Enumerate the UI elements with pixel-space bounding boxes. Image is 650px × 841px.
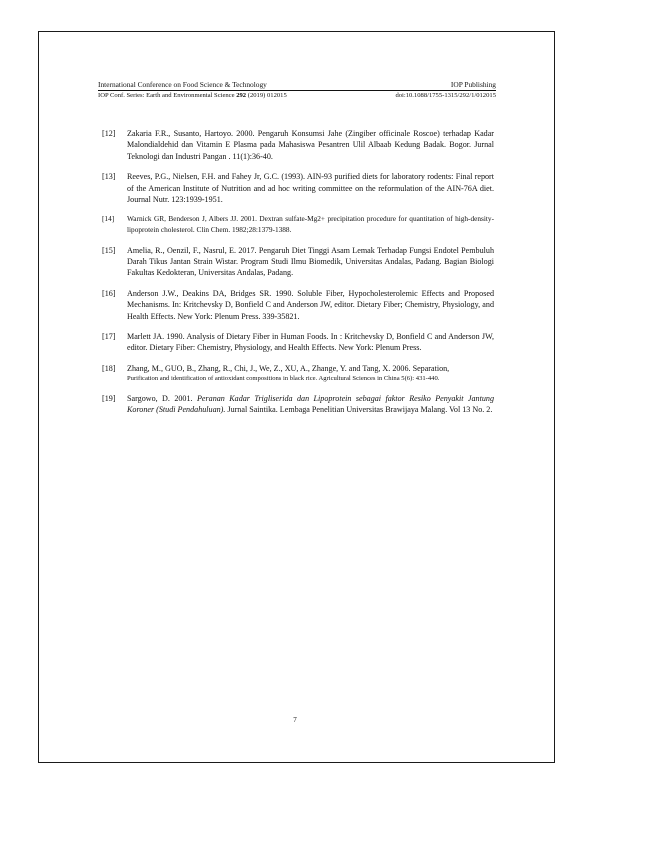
reference-item (102, 214, 494, 235)
series-citation: IOP Conf. Series: Earth and Environmental Science 292 (2019) 012015 (98, 92, 287, 99)
reference-text: Amelia, R., Oenzil, F., Nasrul, E. 2017. Pengaruh Diet Tinggi Asam Lemak Terhadap Fungsi Endotel Pembuluh Darah Tikus Jantan Strain Wistar. Program Studi Ilmu Biomedik, Universitas Andalas, Padang. Bagian Biologi Fakultas Kedokteran, Universitas Andalas, Padang. (127, 245, 494, 278)
page-number: 7 (293, 716, 297, 724)
reference-number: [16] (102, 288, 116, 298)
reference-authors: Sargowo, D. 2001. (127, 393, 197, 403)
reference-title: Peranan Kadar Trigliserida dan Lipoprotein sebagai faktor Resiko Penyakit Jantung Koroner (Studi Pendahuluan). (127, 393, 494, 415)
reference-number: [13] (102, 172, 116, 182)
reference-text: Anderson J.W., Deakins DA, Bridges SR. 1990. Soluble Fiber, Hypocholesterolemic Effects and Proposed Mechanisms. In: Kritchevsky D, Bonfield C and Anderson JW, editor. Dietary Fiber; Chemistry, Physiology, and Health Effects. New York: Plenum Press. 339-35821. (127, 288, 494, 321)
reference-list (102, 128, 494, 425)
reference-text: Zakaria F.R., Susanto, Hartoyo. 2000. Pengaruh Konsumsi Jahe (Zingiber officinale Roscoe) terhadap Kadar Malondialdehid dan Vitamin E Plasma pada Mahasiswa Pesantren Ulil Albaab Kedung Badak. Bogor. Jurnal Teknologi dan Industri Pangan . 11(1):36-40. (127, 129, 494, 161)
reference-number: [15] (102, 245, 116, 255)
reference-item (102, 331, 494, 354)
conference-name: International Conference on Food Science & Technology (98, 80, 267, 89)
reference-source: Jurnal Saintika. Lembaga Penelitian Universitas Brawijaya Malang. Vol 13 No. 2. (225, 405, 493, 415)
reference-line-small: Purification and identification of antioxidant compositions in black rice. Agricultural Sciences in China 5(6): 431-440. (127, 375, 440, 383)
reference-text: Marlett JA. 1990. Analysis of Dietary Fiber in Human Foods. In : Kritchevsky D, Bonfield C and Anderson JW, editor. Dietary Fiber: Chemistry, Physiology, and Health Effects. New York: Plenum Press. (127, 332, 494, 353)
doi[interactable]: doi:10.1088/1755-1315/292/1/012015 (395, 92, 496, 99)
reference-line: Zhang, M., GUO, B., Zhang, R., Chi, J., We, Z., XU, A., Zhange, Y. and Tang, X. 2006. Separation, (127, 363, 450, 373)
reference-item (102, 128, 494, 162)
reference-text (127, 363, 494, 384)
reference-item (102, 288, 494, 322)
reference-text: Warnick GR, Benderson J, Albers JJ. 2001. Dextran sulfate-Mg2+ precipitation procedure for quantitation of high-density-lipoprotein cholesterol. Clin Chem. 1982;28:1379-1388. (127, 214, 494, 235)
reference-item (102, 393, 494, 416)
reference-number: [12] (102, 129, 116, 138)
reference-number: [19] (102, 393, 116, 403)
publisher-name: IOP Publishing (450, 80, 496, 89)
reference-item (102, 245, 494, 279)
reference-item (102, 363, 494, 384)
reference-text (127, 393, 494, 416)
reference-number: [17] (102, 332, 116, 342)
reference-text: Reeves, P.G., Nielsen, F.H. and Fahey Jr, G.C. (1993). AIN-93 purified diets for laboratory rodents: Final report of the American Institute of Nutrition and ad hoc writing committee on the reformulation of the AIN-76A diet. Journal Nutr. 123:1939-1951. (127, 172, 494, 205)
reference-number: [14] (102, 214, 115, 224)
reference-number: [18] (102, 363, 116, 373)
reference-item (102, 171, 494, 205)
volume-number: 292 (236, 92, 247, 99)
